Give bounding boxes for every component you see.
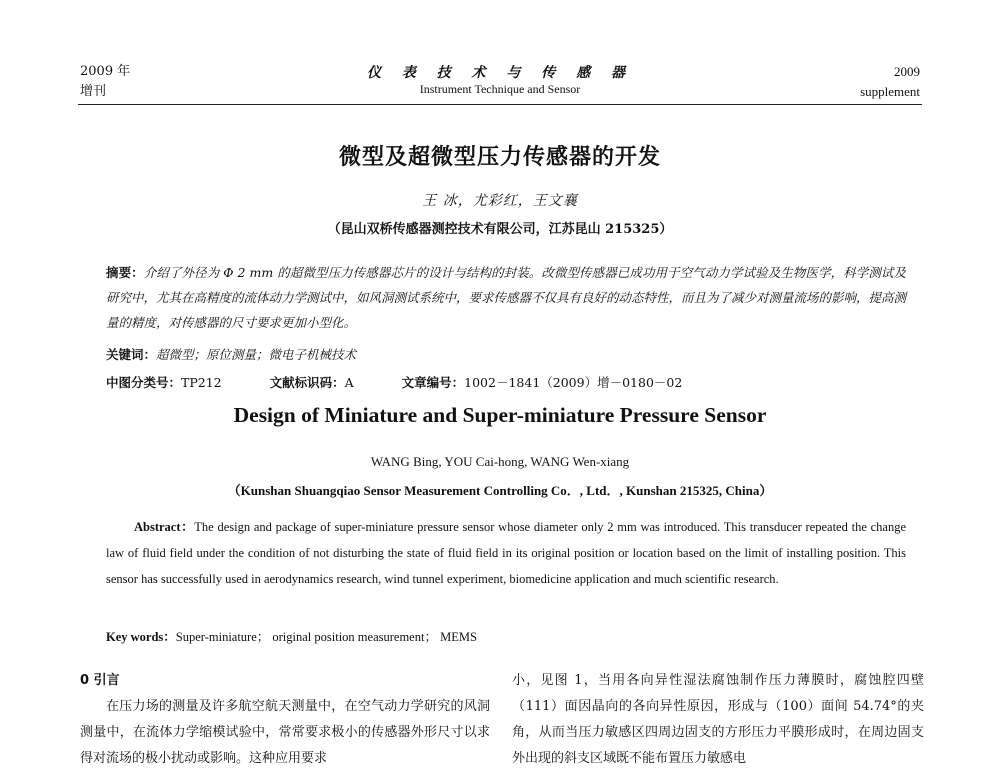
keywords-cn-label: 关键词： [106,347,157,362]
body-paragraph-right: 小，见图 1，当用各向异性湿法腐蚀制作压力薄膜时，腐蚀腔四壁（111）面因晶向的各向异性原因，形成与（100）面间 54.74°的夹角，从而当压力敏感区四周边固支的方形压力平膜形成时，在周边固支外出现的斜支区域既不能布置压力敏感电 [512,673,924,766]
authors-cn: 王 冰，尤彩红，王文襄 [422,193,578,209]
header-right [860,62,920,102]
keywords-cn [106,345,356,363]
affiliation-en: （Kunshan Shuangqiao Sensor Measurement Controlling Co．, Ltd．, Kunshan 215325, China） [227,483,773,498]
journal-title-cn: 仪 表 技 术 与 传 感 器 [366,65,634,81]
paper-title-en: Design of Miniature and Super-miniature Pressure Sensor [233,403,767,427]
paper-title-cn: 微型及超微型压力传感器的开发 [338,145,661,170]
abstract-en-text: The design and package of super-miniature pressure sensor whose diameter only 2 mm was introduced. This transducer repeated the change law of fluid field under the condition of not disturbing the state of fluid field in its original position or location based on the limit of installing position. This sensor has successfully used in aerodynamics research, wind tunnel experiment, biomedicine application and much scientific research. [106,520,907,586]
keywords-en [106,627,477,645]
abstract-cn-label: 摘要： [106,265,144,280]
header-divider [78,104,922,105]
header-issue-en: supplement [860,84,920,99]
header-year-en: 2009 [894,64,920,79]
clc-number: 中图分类号：TP212 [106,375,222,390]
abstract-en [106,514,906,592]
keywords-cn-text: 超微型；原位测量；微电子机械技术 [156,347,357,362]
header-year: 2009 年 [80,64,131,79]
section-heading: 0 引言 [80,673,120,688]
body-left-column [80,668,490,772]
abstract-en-label: Abstract： [134,520,195,534]
article-number: 文章编号：1002－1841（2009）增－0180－02 [401,375,683,390]
header-issue: 增刊 [80,84,107,99]
abstract-cn [106,260,906,335]
body-paragraph-left: 在压力场的测量及许多航空航天测量中，在空气动力学研究的风洞测量中，在流体力学缩模试验中，常常要求极小的传感器外形尺寸以求得对流场的极小扰动或影响。这种应用要求 [80,699,490,766]
authors-en: WANG Bing, YOU Cai-hong, WANG Wen-xiang [370,454,630,469]
affiliation-cn: （昆山双桥传感器测控技术有限公司，江苏昆山 215325） [327,222,673,237]
body-right-column [512,668,924,772]
header-journal [0,62,1000,97]
doc-code: 文献标识码：A [269,375,354,390]
abstract-cn-text: 介绍了外径为 Φ 2 mm 的超微型压力传感器芯片的设计与结构的封装。改微型传感器已成功用于空气动力学试验及生物医学，科学测试及研究中，尤其在高精度的流体动力学测试中，如风洞测试系统中，要求传感器不仅具有良好的动态特性，而且为了减少对测量流场的影响，提高测量的精度，对传感器的尺寸要求更加小型化。 [106,265,907,330]
journal-title-en: Instrument Technique and Sensor [419,82,581,96]
classification-row [106,373,726,391]
keywords-en-text: Super-miniature； original position measurement； MEMS [175,630,477,644]
keywords-en-label: Key words： [106,630,176,644]
